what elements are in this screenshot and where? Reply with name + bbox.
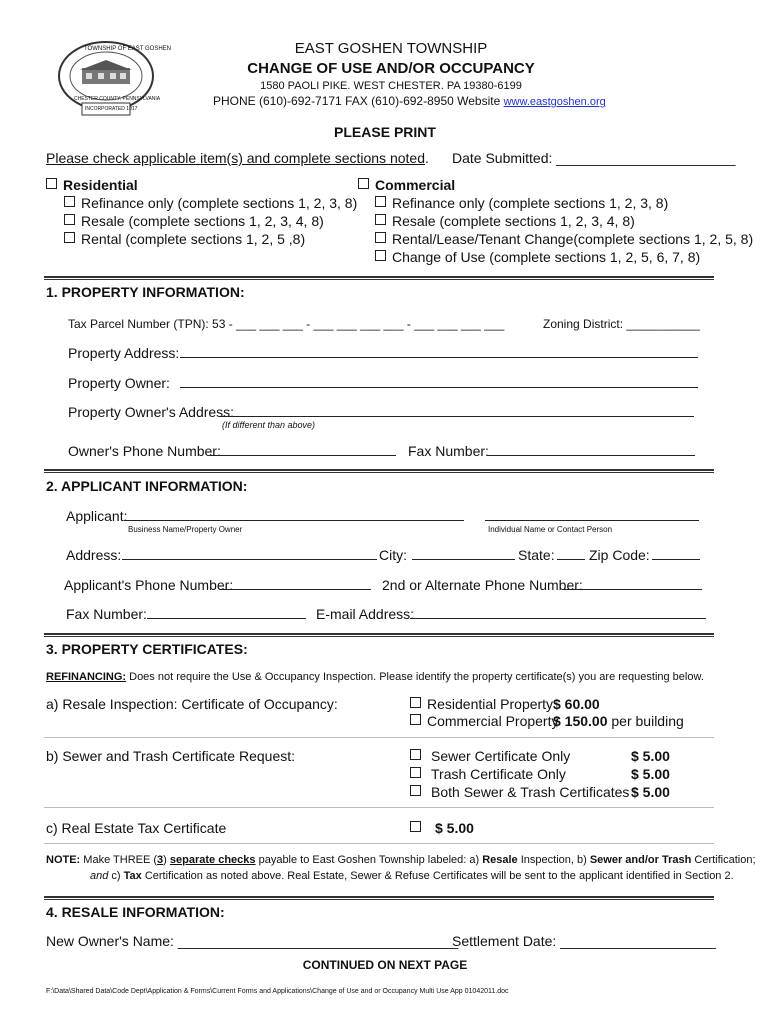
applicant-phone-input[interactable]: [219, 577, 371, 590]
property-address-label: Property Address:: [68, 345, 180, 361]
price-value: $ 5.00: [435, 820, 474, 836]
applicant-label: Applicant:: [66, 508, 128, 524]
option-label: Both Sewer & Trash Certificates: [431, 784, 630, 800]
option-label: Sewer Certificate Only: [431, 748, 571, 764]
note-text: Inspection, b): [517, 854, 590, 866]
zoning-field[interactable]: Zoning District: ___________: [543, 317, 700, 331]
instructions-text: Please check applicable item(s) and complete sections noted: [46, 150, 425, 166]
note-text: Sewer and/or Trash: [589, 854, 692, 866]
checkbox-icon[interactable]: [410, 697, 421, 708]
checkbox-icon[interactable]: [64, 196, 75, 207]
cert-b-sewer[interactable]: [410, 748, 570, 764]
individual-name-caption: Individual Name or Contact Person: [488, 525, 613, 534]
city-input[interactable]: [412, 547, 515, 560]
divider: [44, 807, 714, 808]
price-value: $ 150.00: [553, 713, 608, 729]
note-line-2: [90, 870, 734, 882]
note-text: Make THREE (: [80, 854, 158, 866]
state-label: State:: [518, 547, 555, 563]
owners-address-label: Property Owner's Address:: [68, 404, 235, 420]
note-text: and: [90, 870, 109, 882]
divider: [44, 276, 714, 280]
option-label: Change of Use (complete sections 1, 2, 5, 6, 7, 8): [392, 249, 701, 265]
checkbox-icon[interactable]: [410, 785, 421, 796]
com-option-resale[interactable]: [375, 213, 635, 229]
cert-a-commercial-price: [553, 713, 684, 729]
if-different-note: (If different than above): [222, 420, 316, 430]
individual-name-input[interactable]: [485, 508, 699, 521]
section3-title: 3. PROPERTY CERTIFICATES:: [46, 641, 248, 657]
property-owner-label: Property Owner:: [68, 375, 170, 391]
cert-b-both[interactable]: [410, 784, 629, 800]
price-suffix: per building: [607, 713, 684, 729]
divider: [44, 737, 714, 738]
form-title: CHANGE OF USE AND/OR OCCUPANCY: [247, 60, 535, 77]
cert-a-residential[interactable]: [410, 696, 553, 712]
cert-a-label: a) Resale Inspection: Certificate of Occupancy:: [46, 696, 338, 712]
cert-b-trash[interactable]: [410, 766, 566, 782]
seal-incorporated: INCORPORATED 1817: [85, 106, 138, 112]
section1-title: 1. PROPERTY INFORMATION:: [46, 284, 245, 300]
res-option-rental[interactable]: [64, 231, 305, 247]
township-name: EAST GOSHEN TOWNSHIP: [294, 40, 488, 57]
header-contact: [213, 94, 606, 108]
section4-title: 4. RESALE INFORMATION:: [46, 904, 225, 920]
business-name-input[interactable]: [124, 508, 464, 521]
contact-text: PHONE (610)-692-7171 FAX (610)-692-8950 Website: [213, 94, 504, 108]
refinancing-text: Does not require the Use & Occupancy Inspection. Please identify the property certificate(s) you are requesting below.: [126, 671, 704, 683]
option-label: Commercial Property: [427, 713, 559, 729]
note-text: ): [163, 854, 170, 866]
applicant-phone-label: Applicant's Phone Number:: [64, 577, 234, 593]
tpn-field[interactable]: Tax Parcel Number (TPN): 53 - ___ ___ ___ - ___ ___ ___ ___ - ___ ___ ___ ___: [68, 317, 505, 331]
seal-bottom-text: CHESTER COUNTY, PENNSYLVANIA: [74, 96, 161, 102]
cert-c-label: c) Real Estate Tax Certificate: [46, 820, 227, 836]
checkbox-icon[interactable]: [375, 250, 386, 261]
owners-phone-input[interactable]: [210, 443, 396, 456]
continued-note: CONTINUED ON NEXT PAGE: [302, 958, 468, 972]
checkbox-icon[interactable]: [410, 821, 421, 832]
divider: [44, 843, 714, 844]
checkbox-icon[interactable]: [375, 232, 386, 243]
seal-top-text: TOWNSHIP OF EAST GOSHEN: [84, 46, 172, 52]
residential-heading[interactable]: [46, 177, 138, 193]
footer-file-path: F:\Data\Shared Data\Code Dept\Application & Forms\Current Forms and Applications\Change of Use and or Occupancy Multi Use App 01042011.doc: [46, 988, 509, 995]
option-label: Rental/Lease/Tenant Change(complete sections 1, 2, 5, 8): [392, 231, 754, 247]
alt-phone-label: 2nd or Alternate Phone Number:: [382, 577, 583, 593]
com-option-rental[interactable]: [375, 231, 753, 247]
note-text: separate checks: [169, 854, 256, 866]
cert-c-option[interactable]: [410, 820, 474, 836]
checkbox-icon[interactable]: [64, 214, 75, 225]
cert-a-commercial[interactable]: [410, 713, 558, 729]
property-address-input[interactable]: [180, 345, 698, 358]
owners-phone-label: Owner's Phone Number:: [68, 443, 221, 459]
note-text: Resale: [482, 854, 518, 866]
property-owner-input[interactable]: [180, 375, 698, 388]
checkbox-icon[interactable]: [410, 767, 421, 778]
zip-label: Zip Code:: [589, 547, 650, 563]
zip-input[interactable]: [652, 547, 700, 560]
email-label: E-mail Address:: [316, 606, 415, 622]
owner-fax-input[interactable]: [487, 443, 695, 456]
note-text: Tax: [123, 870, 142, 882]
note-text: payable to East Goshen Township labeled: a): [255, 854, 483, 866]
applicant-fax-input[interactable]: [147, 606, 306, 619]
option-label: Residential Property: [427, 696, 554, 712]
state-input[interactable]: [557, 547, 585, 560]
note-text: c): [108, 870, 124, 882]
note-line-1: [46, 854, 756, 866]
settlement-date-field[interactable]: Settlement Date: ____________________: [452, 933, 716, 949]
residential-title: Residential: [63, 177, 138, 193]
checkbox-icon[interactable]: [64, 232, 75, 243]
website-link[interactable]: www.eastgoshen.org: [503, 96, 606, 108]
cert-b-trash-price: $ 5.00: [631, 766, 670, 782]
com-option-change-of-use[interactable]: [375, 249, 700, 265]
email-input[interactable]: [410, 606, 706, 619]
cert-b-label: b) Sewer and Trash Certificate Request:: [46, 748, 296, 764]
checkbox-icon[interactable]: [410, 714, 421, 725]
option-label: Resale (complete sections 1, 2, 3, 4, 8): [81, 213, 324, 229]
divider: [44, 469, 714, 473]
refinancing-label: REFINANCING:: [46, 671, 127, 683]
option-label: Refinance only (complete sections 1, 2, 3, 8): [392, 195, 669, 211]
divider: [44, 896, 714, 900]
checkbox-icon[interactable]: [358, 178, 369, 189]
section2-title: 2. APPLICANT INFORMATION:: [46, 478, 248, 494]
commercial-title: Commercial: [375, 177, 456, 193]
divider: [44, 633, 714, 637]
option-label: Refinance only (complete sections 1, 2, 3, 8): [81, 195, 358, 211]
please-print: PLEASE PRINT: [334, 124, 436, 140]
city-label: City:: [379, 547, 407, 563]
business-name-caption: Business Name/Property Owner: [128, 525, 243, 534]
res-option-refinance[interactable]: [64, 195, 357, 211]
cert-b-both-price: $ 5.00: [631, 784, 670, 800]
owner-fax-label: Fax Number:: [408, 443, 489, 459]
note-text: Certification;: [691, 854, 756, 866]
date-submitted[interactable]: Date Submitted: _______________________: [452, 150, 736, 166]
checkbox-icon[interactable]: [375, 196, 386, 207]
instructions-end: .: [424, 150, 429, 166]
new-owner-field[interactable]: New Owner's Name: ____________________________________: [46, 933, 459, 949]
cert-a-residential-price: $ 60.00: [553, 696, 600, 712]
note-text: 3: [157, 854, 164, 866]
header-address: 1580 PAOLI PIKE. WEST CHESTER. PA 19380-6199: [260, 80, 522, 92]
option-label: Resale (complete sections 1, 2, 3, 4, 8): [392, 213, 635, 229]
note-label: NOTE:: [46, 854, 81, 866]
alt-phone-input[interactable]: [564, 577, 702, 590]
refinancing-note: [46, 671, 704, 683]
address-input[interactable]: [122, 547, 377, 560]
checkbox-icon[interactable]: [410, 749, 421, 760]
com-option-refinance[interactable]: [375, 195, 668, 211]
address-label: Address:: [66, 547, 122, 563]
owners-address-input[interactable]: [219, 404, 694, 417]
cert-b-sewer-price: $ 5.00: [631, 748, 670, 764]
checkbox-icon[interactable]: [375, 214, 386, 225]
res-option-resale[interactable]: [64, 213, 324, 229]
instructions: [46, 150, 429, 166]
option-label: Trash Certificate Only: [431, 766, 566, 782]
checkbox-icon[interactable]: [46, 178, 57, 189]
note-text: Certification as noted above. Real Estate, Sewer & Refuse Certificates will be sent to the applicant identified in Section 2.: [141, 870, 734, 882]
option-label: Rental (complete sections 1, 2, 5 ,8): [81, 231, 306, 247]
commercial-heading[interactable]: [358, 177, 455, 193]
applicant-fax-label: Fax Number:: [66, 606, 147, 622]
